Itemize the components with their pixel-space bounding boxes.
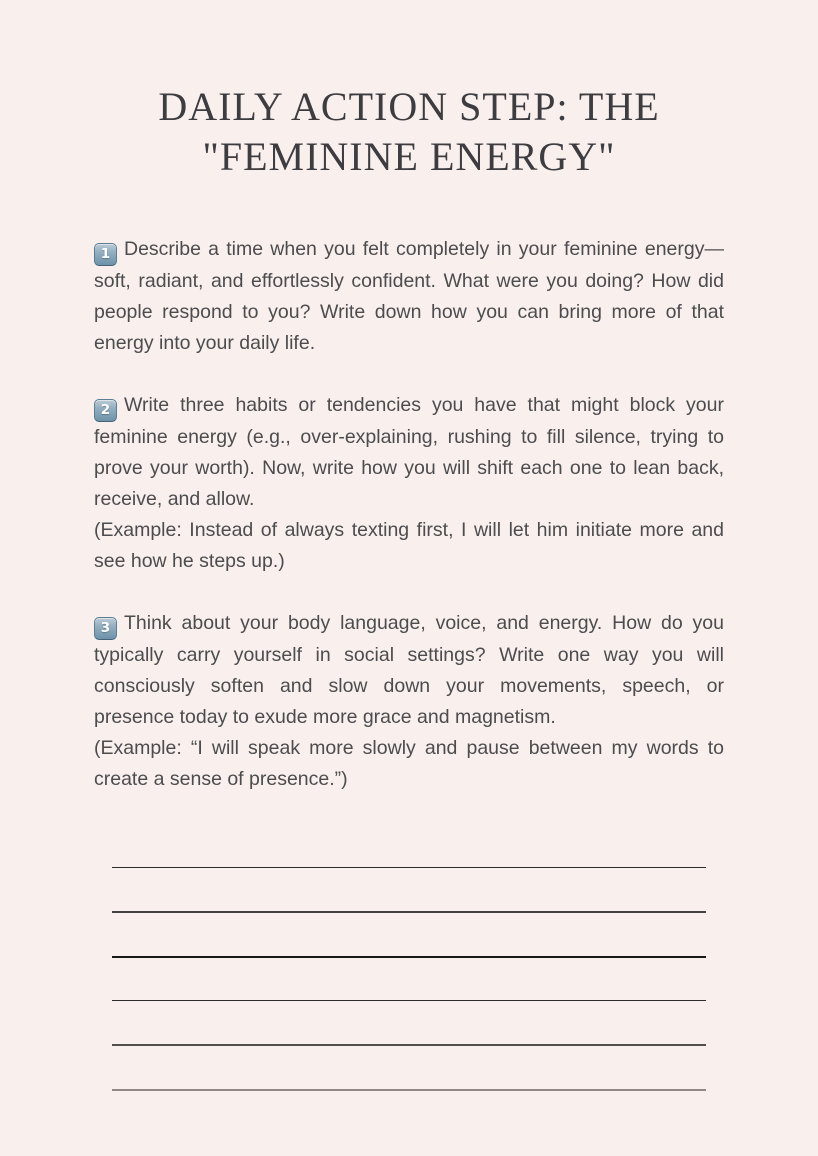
- prompt-2: [94, 390, 724, 577]
- writing-line: [112, 867, 706, 868]
- keycap-1-icon: [94, 243, 117, 266]
- prompt-2-text: [94, 390, 724, 515]
- keycap-3-icon: [94, 617, 117, 640]
- prompt-1-body: Describe a time when you felt completely in your feminine energy—soft, radiant, and effortlessly confident. What were you doing? How did people respond to you? Write down how you can bring more of that energy into your daily life.: [94, 238, 724, 354]
- writing-line: [112, 911, 706, 913]
- keycap-2-number: 2: [100, 402, 111, 418]
- prompt-1-text: [94, 234, 724, 359]
- writing-lines: [112, 867, 706, 1091]
- prompt-3: [94, 608, 724, 795]
- keycap-3-number: 3: [100, 620, 111, 636]
- writing-line: [112, 1044, 706, 1046]
- page-title-line-1: DAILY ACTION STEP: THE: [158, 84, 660, 129]
- page-title: [94, 82, 724, 182]
- keycap-1-number: 1: [100, 246, 111, 262]
- prompt-3-body: Think about your body language, voice, and energy. How do you typically carry yourself in social settings? Write one way you will consciously soften and slow down your movements, speech, or presence today to exude more grace and magnetism.: [94, 612, 724, 728]
- writing-line: [112, 956, 706, 958]
- prompt-2-example: (Example: Instead of always texting first, I will let him initiate more and see how he steps up.): [94, 519, 724, 572]
- prompt-3-example: (Example: “I will speak more slowly and pause between my words to create a sense of presence.”): [94, 737, 724, 790]
- keycap-2-icon: [94, 399, 117, 422]
- page-title-line-2: "FEMININE ENERGY": [202, 134, 616, 179]
- prompt-1: [94, 234, 724, 359]
- writing-line: [112, 1089, 706, 1091]
- prompt-2-body: Write three habits or tendencies you have that might block your feminine energy (e.g., over-explaining, rushing to fill silence, trying to prove your worth). Now, write how you will shift each one to lean back, receive, and allow.: [94, 394, 724, 510]
- prompt-3-text: [94, 608, 724, 733]
- writing-line: [112, 1000, 706, 1001]
